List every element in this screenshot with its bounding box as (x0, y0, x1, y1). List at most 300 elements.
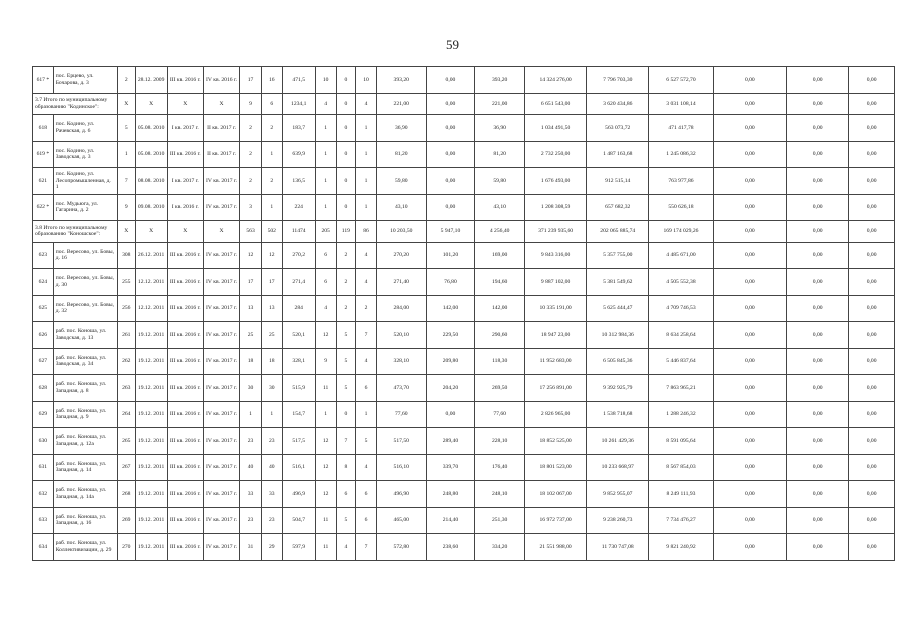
table-cell: 6 (336, 481, 356, 508)
table-cell: 30 (240, 375, 262, 402)
table-cell: 12 (315, 322, 336, 349)
table-cell: IV кв. 2017 г. (203, 401, 239, 428)
table-row (33, 67, 895, 94)
table-cell: 2 (117, 67, 135, 94)
table-cell: III кв. 2016 г. (167, 428, 203, 455)
table-cell: 4 (356, 454, 377, 481)
table-cell: 0 (336, 194, 356, 221)
subtotal-row (33, 221, 895, 243)
row-number-cell: 622 * (33, 194, 54, 221)
table-cell: 0,00 (849, 141, 895, 168)
table-cell: 289,40 (426, 428, 475, 455)
table-cell: 09.08. 2010 (135, 194, 167, 221)
table-cell: I кв. 2016 г. (167, 194, 203, 221)
table-row (33, 295, 895, 322)
table-cell: 1 (261, 141, 282, 168)
table-cell: X (203, 93, 239, 115)
table-cell: 471,5 (282, 67, 315, 94)
table-row (33, 168, 895, 195)
table-cell: IV кв. 2017 г. (203, 322, 239, 349)
table-row (33, 481, 895, 508)
table-cell: 5 (117, 115, 135, 142)
table-cell: 9 843 316,00 (525, 242, 587, 269)
table-cell: 43,10 (376, 194, 426, 221)
table-cell: 496,90 (376, 481, 426, 508)
table-cell: 2 (240, 115, 262, 142)
table-cell: 496,9 (282, 481, 315, 508)
table-cell: 5 625 444,47 (587, 295, 649, 322)
table-cell: 12 (315, 428, 336, 455)
table-cell: 1 (240, 401, 262, 428)
table-cell: 229,50 (426, 322, 475, 349)
table-cell: 17 (240, 269, 262, 296)
table-cell: 5 (336, 507, 356, 534)
table-cell: 25 (240, 322, 262, 349)
table-cell: 0,00 (787, 115, 849, 142)
table-cell: III кв. 2016 г. (167, 454, 203, 481)
table-cell: 19.12. 2011 (135, 507, 167, 534)
address-cell: раб. пос. Коноша, ул. Западная, д. 14а (53, 481, 117, 508)
table-cell: 142,00 (475, 295, 525, 322)
table-cell: 5 (336, 322, 356, 349)
table-cell: 9 (315, 348, 336, 375)
table-cell: 221,00 (475, 93, 525, 115)
table-cell: 516,10 (376, 454, 426, 481)
table-cell: 520,10 (376, 322, 426, 349)
table-row (33, 375, 895, 402)
table-cell: 502 (261, 221, 282, 243)
table-cell: 13 (261, 295, 282, 322)
table-cell: 05.08. 2010 (135, 141, 167, 168)
table-cell: X (203, 221, 239, 243)
table-cell: 0,00 (849, 348, 895, 375)
row-number-cell: 623 (33, 242, 54, 269)
table-cell: 1 487 163,68 (587, 141, 649, 168)
table-row (33, 507, 895, 534)
table-cell: 256 (117, 295, 135, 322)
table-cell: 1 (117, 141, 135, 168)
table-cell: 2 (336, 242, 356, 269)
table-cell: 2 (336, 269, 356, 296)
table-cell: 154,7 (282, 401, 315, 428)
table-cell: 0,00 (713, 269, 787, 296)
table-cell: 10 261 429,36 (587, 428, 649, 455)
table-cell: 763 977,86 (649, 168, 713, 195)
table-cell: 0,00 (787, 348, 849, 375)
table-cell: 12 (315, 454, 336, 481)
table-cell: 0,00 (849, 454, 895, 481)
table-cell: 36,90 (475, 115, 525, 142)
table-cell: 77,60 (475, 401, 525, 428)
table-cell: 473,70 (376, 375, 426, 402)
table-cell: 0,00 (849, 194, 895, 221)
table-cell: 08.08. 2010 (135, 168, 167, 195)
table-cell: 290,60 (475, 322, 525, 349)
table-cell: 7 (117, 168, 135, 195)
table-cell: 176,40 (475, 454, 525, 481)
table-cell: 18 (240, 348, 262, 375)
table-cell: IV кв. 2017 г. (203, 428, 239, 455)
table-cell: 17 256 891,00 (525, 375, 587, 402)
table-cell: 18 947 23,00 (525, 322, 587, 349)
table-cell: 1 (315, 115, 336, 142)
table-cell: 214,40 (426, 507, 475, 534)
table-cell: 9 238 260,73 (587, 507, 649, 534)
table-cell: X (135, 221, 167, 243)
table-cell: 2 (356, 295, 377, 322)
address-cell: пос. Вересово, ул. Бовы, д. 30 (53, 269, 117, 296)
table-cell: 19.12. 2011 (135, 322, 167, 349)
table-cell: 05.08. 2010 (135, 115, 167, 142)
table-cell: 1 (315, 401, 336, 428)
table-cell: 16 (261, 67, 282, 94)
table-cell: 515,9 (282, 375, 315, 402)
table-row (33, 269, 895, 296)
table-cell: 270,2 (282, 242, 315, 269)
table-cell: 0,00 (787, 428, 849, 455)
table-cell: 0,00 (713, 221, 787, 243)
table-cell: 19.12. 2011 (135, 401, 167, 428)
table-row (33, 115, 895, 142)
table-cell: 12 (240, 242, 262, 269)
table-cell: 0,00 (713, 93, 787, 115)
row-number-cell: 634 (33, 534, 54, 561)
table-cell: 209,80 (426, 348, 475, 375)
table-cell: X (167, 93, 203, 115)
table-cell: 18 801 523,00 (525, 454, 587, 481)
address-cell: пос. Кодино, ул. Лесопромышленная, д. 1 (53, 168, 117, 195)
table-cell: 0,00 (713, 481, 787, 508)
table-cell: 1 (356, 115, 377, 142)
address-cell: раб. пос. Коноша, ул. Западная, д. 8 (53, 375, 117, 402)
table-cell: 0,00 (713, 454, 787, 481)
table-cell: 267 (117, 454, 135, 481)
table-cell: 0,00 (713, 428, 787, 455)
table-cell: 4 256,40 (475, 221, 525, 243)
table-cell: 0,00 (849, 375, 895, 402)
table-cell: 516,1 (282, 454, 315, 481)
table-cell: 1 538 718,68 (587, 401, 649, 428)
table-cell: III кв. 2016 г. (167, 242, 203, 269)
table-cell: 6 (315, 242, 336, 269)
table-cell: 0,00 (849, 507, 895, 534)
table-cell: 0,00 (787, 141, 849, 168)
table-cell: 11 (315, 507, 336, 534)
table-cell: 40 (261, 454, 282, 481)
table-cell: 597,9 (282, 534, 315, 561)
address-cell: раб. пос. Коноша, ул. Коллективизации, д. 29 (53, 534, 117, 561)
table-cell: 2 732 250,00 (525, 141, 587, 168)
table-cell: 517,5 (282, 428, 315, 455)
table-cell: 12 (261, 242, 282, 269)
table-cell: 12.12. 2011 (135, 295, 167, 322)
table-cell: 0,00 (713, 375, 787, 402)
table-cell: I кв. 2017 г. (167, 115, 203, 142)
table-cell: 263 (117, 375, 135, 402)
table-cell: 0,00 (849, 221, 895, 243)
table-cell: 270 (117, 534, 135, 561)
table-row (33, 534, 895, 561)
table-cell: 1 (261, 194, 282, 221)
table-cell: IV кв. 2017 г. (203, 507, 239, 534)
table-cell: III кв. 2016 г. (167, 375, 203, 402)
table-cell: 0 (336, 141, 356, 168)
table-cell: 0 (336, 168, 356, 195)
table-cell: 284 (282, 295, 315, 322)
table-cell: 0,00 (713, 67, 787, 94)
table-cell: 17 (240, 67, 262, 94)
table-cell: 1 (315, 141, 336, 168)
table-cell: 1 245 086,32 (649, 141, 713, 168)
table-cell: 5 947,10 (426, 221, 475, 243)
table-cell: 912 515,14 (587, 168, 649, 195)
table-cell: 471 417,78 (649, 115, 713, 142)
address-cell: пос. Мудьюга, ул. Гагарина, д. 2 (53, 194, 117, 221)
address-cell: пос. Кодино, ул. Рачевская, д. 6 (53, 115, 117, 142)
table-cell: III кв. 2016 г. (167, 401, 203, 428)
table-cell: 0,00 (787, 269, 849, 296)
table-cell: 238,60 (426, 534, 475, 561)
table-cell: 23 (240, 428, 262, 455)
table-cell: 0,00 (426, 401, 475, 428)
address-cell: пос. Кодино, ул. Заводская, д. 3 (53, 141, 117, 168)
subtotal-row (33, 93, 895, 115)
table-cell: 77,60 (376, 401, 426, 428)
row-number-cell: 631 (33, 454, 54, 481)
table-cell: 28.12. 2009 (135, 67, 167, 94)
table-cell: 4 485 671,00 (649, 242, 713, 269)
table-cell: 2 (336, 295, 356, 322)
table-cell: 12 (315, 481, 336, 508)
table-cell: 3 (240, 194, 262, 221)
row-number-cell: 633 (33, 507, 54, 534)
table-cell: III кв. 2016 г. (167, 322, 203, 349)
table-row (33, 348, 895, 375)
table-cell: 4 (356, 269, 377, 296)
table-cell: 0,00 (849, 93, 895, 115)
table-cell: 284,00 (376, 295, 426, 322)
table-cell: X (135, 93, 167, 115)
table-cell: 0,00 (713, 401, 787, 428)
table-cell: 101,20 (426, 242, 475, 269)
table-cell: 4 (356, 348, 377, 375)
table-cell: 19.12. 2011 (135, 348, 167, 375)
table-cell: IV кв. 2017 г. (203, 454, 239, 481)
table-cell: 271,4 (282, 269, 315, 296)
table-cell: IV кв. 2017 г. (203, 269, 239, 296)
table-cell: III кв. 2016 г. (167, 67, 203, 94)
table-cell: 0,00 (849, 168, 895, 195)
table-cell: 204,20 (426, 375, 475, 402)
table-cell: 8 591 095,64 (649, 428, 713, 455)
table-cell: 18 852 525,00 (525, 428, 587, 455)
table-cell: 0,00 (787, 194, 849, 221)
table-cell: 10 (356, 67, 377, 94)
table-cell: 0,00 (849, 481, 895, 508)
table-cell: 520,1 (282, 322, 315, 349)
table-cell: 0 (336, 93, 356, 115)
table-cell: 262 (117, 348, 135, 375)
row-number-cell: 628 (33, 375, 54, 402)
table-cell: 248,80 (426, 481, 475, 508)
address-cell: раб. пос. Коноша, ул. Западная, д. 12а (53, 428, 117, 455)
table-cell: IV кв. 2017 г. (203, 295, 239, 322)
table-cell: 9 392 925,79 (587, 375, 649, 402)
table-cell: III кв. 2016 г. (167, 481, 203, 508)
table-cell: III кв. 2016 г. (167, 295, 203, 322)
table-row (33, 322, 895, 349)
table-cell: 2 (261, 115, 282, 142)
table-cell: 7 (356, 322, 377, 349)
table-cell: 270,20 (376, 242, 426, 269)
table-cell: 169,00 (475, 242, 525, 269)
table-cell: X (167, 221, 203, 243)
table-cell: 40 (240, 454, 262, 481)
table-cell: 639,9 (282, 141, 315, 168)
table-cell: 36,90 (376, 115, 426, 142)
subtotal-label: 3.8 Итого по муниципальному образованию "Коношское": (33, 221, 118, 243)
table-cell: 0,00 (713, 168, 787, 195)
table-cell: 0,00 (849, 269, 895, 296)
row-number-cell: 630 (33, 428, 54, 455)
address-cell: раб. пос. Коноша, ул. Западная, д. 9 (53, 401, 117, 428)
table-cell: 136,5 (282, 168, 315, 195)
table-cell: 6 651 543,00 (525, 93, 587, 115)
address-cell: пос. Вересово, ул. Бовы, д. 16 (53, 242, 117, 269)
table-cell: 5 357 755,00 (587, 242, 649, 269)
table-cell: 10 203,50 (376, 221, 426, 243)
address-cell: раб. пос. Коноша, ул. Западная, д. 14 (53, 454, 117, 481)
table-cell: 2 826 965,00 (525, 401, 587, 428)
table-cell: 9 887 102,00 (525, 269, 587, 296)
table-cell: IV кв. 2017 г. (203, 242, 239, 269)
table-cell: 0,00 (787, 322, 849, 349)
table-cell: 0,00 (426, 141, 475, 168)
address-cell: пос. Вересово, ул. Бовы, д. 32 (53, 295, 117, 322)
table-cell: 19.12. 2011 (135, 534, 167, 561)
table-cell: 0,00 (713, 348, 787, 375)
table-cell: 8 634 258,64 (649, 322, 713, 349)
table-cell: 5 446 837,64 (649, 348, 713, 375)
table-cell: 19.12. 2011 (135, 428, 167, 455)
table-cell: 0,00 (426, 67, 475, 94)
table-cell: 9 852 955,07 (587, 481, 649, 508)
table-cell: 18 102 067,00 (525, 481, 587, 508)
table-cell: 0,00 (426, 115, 475, 142)
table-cell: 5 (336, 348, 356, 375)
row-number-cell: 627 (33, 348, 54, 375)
table-cell: 4 (315, 93, 336, 115)
table-cell: 0,00 (713, 507, 787, 534)
table-cell: IV кв. 2017 г. (203, 168, 239, 195)
table-cell: 59,80 (475, 168, 525, 195)
row-number-cell: 618 (33, 115, 54, 142)
table-cell: 339,70 (426, 454, 475, 481)
table-cell: 1 208 308,59 (525, 194, 587, 221)
table-cell: 21 551 988,00 (525, 534, 587, 561)
table-cell: 10 312 984,36 (587, 322, 649, 349)
table-cell: 0,00 (787, 375, 849, 402)
table-cell: 4 (336, 534, 356, 561)
table-cell: 1 (356, 194, 377, 221)
table-cell: 18 (261, 348, 282, 375)
table-cell: 17 (261, 269, 282, 296)
table-cell: III кв. 2016 г. (167, 141, 203, 168)
table-cell: 0,00 (849, 242, 895, 269)
table-cell: 14 324 276,00 (525, 67, 587, 94)
table-cell: 0,00 (713, 194, 787, 221)
table-cell: 4 505 552,38 (649, 269, 713, 296)
table-cell: 7 734 476,27 (649, 507, 713, 534)
table-cell: 118,30 (475, 348, 525, 375)
table-cell: 228,10 (475, 428, 525, 455)
table-cell: 11 952 683,00 (525, 348, 587, 375)
table-cell: 6 (356, 481, 377, 508)
table-cell: 1 (261, 401, 282, 428)
table-cell: 465,00 (376, 507, 426, 534)
row-number-cell: 619 * (33, 141, 54, 168)
table-cell: 268 (117, 481, 135, 508)
table-cell: 0,00 (849, 534, 895, 561)
table-cell: 0 (336, 401, 356, 428)
table-cell: 13 (240, 295, 262, 322)
table-cell: 202 065 885,74 (587, 221, 649, 243)
table-cell: 7 863 965,21 (649, 375, 713, 402)
table-cell: 7 (356, 534, 377, 561)
table-cell: II кв. 2017 г. (203, 141, 239, 168)
table-cell: 248,10 (475, 481, 525, 508)
row-number-cell: 632 (33, 481, 54, 508)
table-cell: 8 567 854,03 (649, 454, 713, 481)
table-cell: 0,00 (426, 194, 475, 221)
table-cell: 33 (240, 481, 262, 508)
address-cell: раб. пос. Коноша, ул. Заводская, д. 34 (53, 348, 117, 375)
table-row (33, 401, 895, 428)
row-number-cell: 624 (33, 269, 54, 296)
table-body (33, 67, 895, 561)
table-cell: 19.12. 2011 (135, 481, 167, 508)
table-cell: 2 (261, 168, 282, 195)
table-cell: 0,00 (713, 141, 787, 168)
table-cell: 12.12. 2011 (135, 269, 167, 296)
table-cell: 6 505 845,36 (587, 348, 649, 375)
table-cell: 0,00 (713, 115, 787, 142)
table-cell: 334,20 (475, 534, 525, 561)
table-cell: 0,00 (849, 401, 895, 428)
table-cell: X (117, 93, 135, 115)
table-cell: 0 (336, 67, 356, 94)
table-cell: III кв. 2016 г. (167, 269, 203, 296)
table-cell: 221,00 (376, 93, 426, 115)
table-cell: 0,00 (713, 322, 787, 349)
table-cell: 4 (356, 93, 377, 115)
table-cell: 1 (315, 194, 336, 221)
table-cell: 1 (356, 168, 377, 195)
table-cell: 1 676 493,00 (525, 168, 587, 195)
table-cell: 0,00 (713, 534, 787, 561)
table-row (33, 428, 895, 455)
table-cell: 194,60 (475, 269, 525, 296)
table-cell: 0,00 (849, 428, 895, 455)
table-cell: 119 (336, 221, 356, 243)
table-cell: 0,00 (713, 295, 787, 322)
table-cell: 183,7 (282, 115, 315, 142)
table-cell: 0,00 (787, 401, 849, 428)
table-cell: 30 (261, 375, 282, 402)
table-cell: 0,00 (787, 534, 849, 561)
table-cell: 0,00 (787, 454, 849, 481)
table-cell: 2 (240, 141, 262, 168)
